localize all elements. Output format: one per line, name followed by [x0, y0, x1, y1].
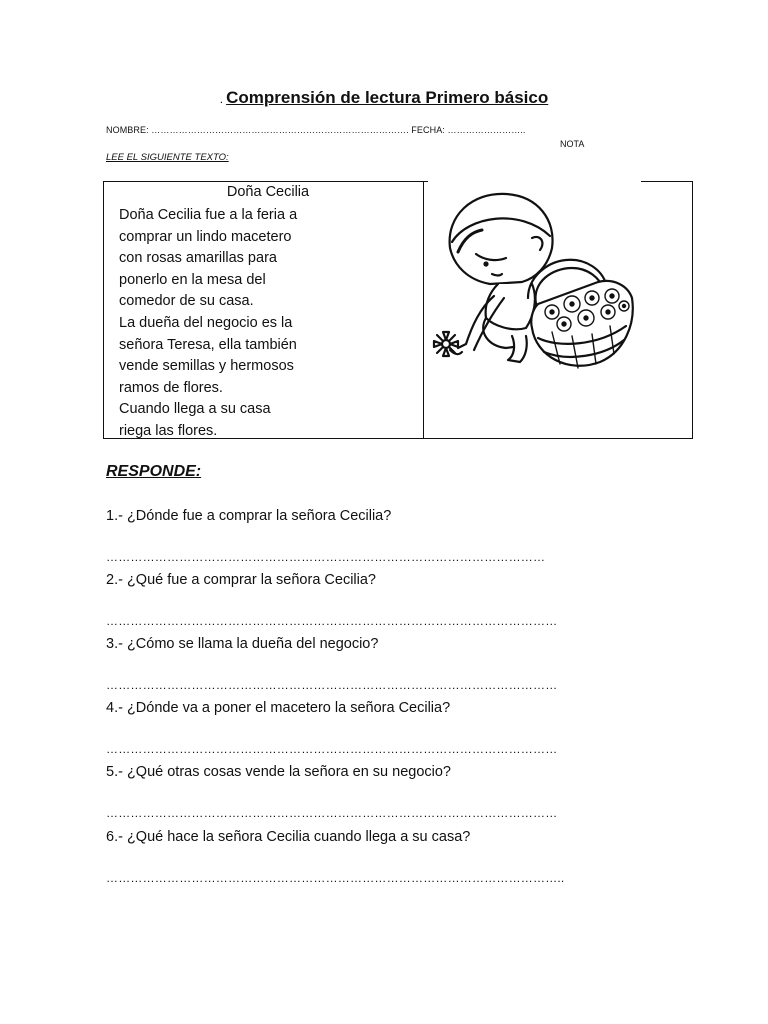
answer-line-1[interactable]: ……………………………………………………………………………………………… [106, 550, 546, 564]
girl-with-basket-illustration [428, 186, 640, 370]
name-date-line: NOMBRE: …………………………………………………………………………. FECHA: …………………….. [106, 125, 526, 135]
answer-line-3[interactable]: ………………………………………………………………………………………………… [106, 678, 558, 692]
question-4: 4.- ¿Dónde va a poner el macetero la señora Cecilia? [106, 700, 451, 716]
story-line: La dueña del negocio es la [119, 314, 293, 331]
answer-line-5[interactable]: ………………………………………………………………………………………………… [106, 806, 558, 820]
answer-line-2[interactable]: ………………………………………………………………………………………………… [106, 614, 558, 628]
story-line: riega las flores. [119, 422, 218, 439]
story-line: señora Teresa, ella también [119, 336, 297, 353]
story-line: comedor de su casa. [119, 293, 254, 310]
worksheet-title [0, 88, 768, 108]
story-line: ramos de flores. [119, 379, 223, 396]
read-instruction: LEE EL SIGUIENTE TEXTO: [106, 152, 229, 163]
nota-label: NOTA [560, 139, 585, 149]
title-text: Comprensión de lectura Primero básico [226, 88, 549, 107]
story-line: ponerlo en la mesa del [119, 271, 266, 288]
story-line: Cuando llega a su casa [119, 401, 271, 418]
story-text [119, 205, 419, 443]
story-line: con rosas amarillas para [119, 250, 277, 267]
question-5: 5.- ¿Qué otras cosas vende la señora en su negocio? [106, 764, 451, 780]
title-bullet: . [219, 92, 224, 106]
story-box-top-border-right [641, 181, 693, 182]
question-3: 3.- ¿Cómo se llama la dueña del negocio? [106, 636, 379, 652]
story-line: vende semillas y hermosos [119, 358, 294, 375]
story-box-divider [423, 181, 424, 439]
story-box-top-border-left [103, 181, 428, 182]
answer-line-6[interactable]: ………………………………………………………………………………………………….. [106, 871, 565, 885]
story-line: Doña Cecilia fue a la feria a [119, 207, 298, 223]
story-line: comprar un lindo macetero [119, 228, 292, 245]
responde-heading: RESPONDE: [106, 463, 202, 480]
question-2: 2.- ¿Qué fue a comprar la señora Cecilia? [106, 572, 376, 588]
question-6: 6.- ¿Qué hace la señora Cecilia cuando llega a su casa? [106, 829, 471, 845]
story-title: Doña Cecilia [226, 184, 310, 200]
answer-line-4[interactable]: ………………………………………………………………………………………………… [106, 742, 558, 756]
question-1: 1.- ¿Dónde fue a comprar la señora Cecilia? [106, 508, 392, 524]
